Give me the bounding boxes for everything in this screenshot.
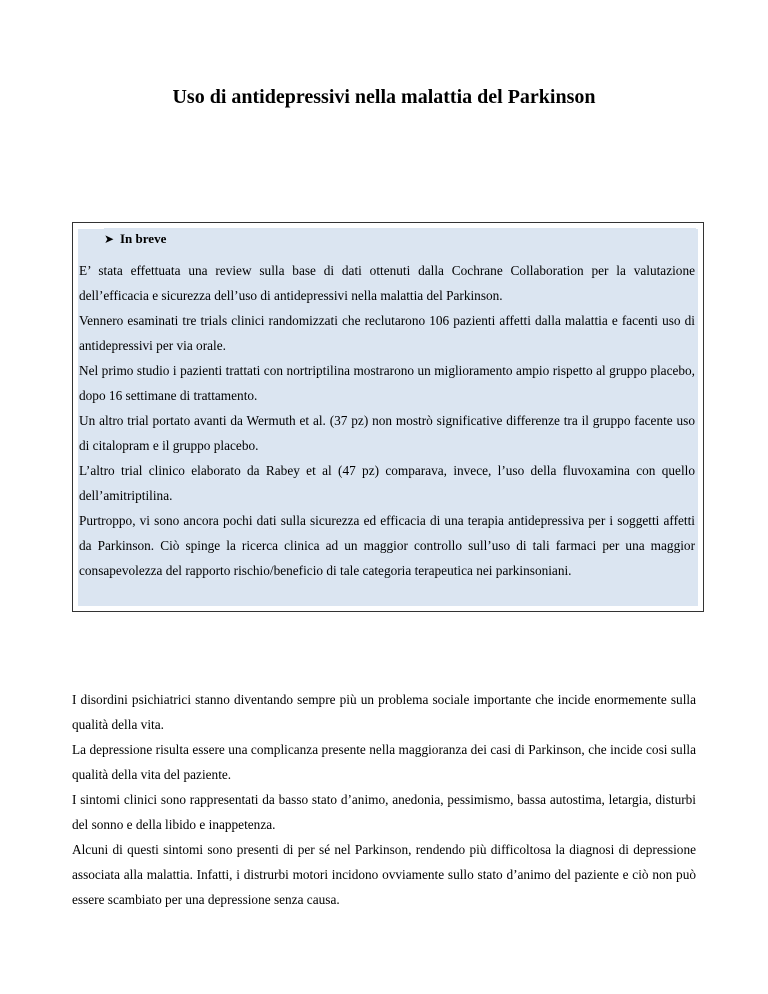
summary-paragraph: Purtroppo, vi sono ancora pochi dati sulla sicurezza ed efficacia di una terapia antidepressiva per i soggetti affetti da Parkinson. Ciò spinge la ricerca clinica ad un maggior controllo sull’uso di tali farmaci per una maggior consapevolezza del rapporto rischio/beneficio di tale categoria terapeutica nei parkinsoniani. — [79, 513, 695, 578]
summary-paragraph: L’altro trial clinico elaborato da Rabey et al (47 pz) comparava, invece, l’uso della fluvoxamina con quello dell’amitriptilina. — [79, 463, 695, 503]
body-paragraph: Alcuni di questi sintomi sono presenti di per sé nel Parkinson, rendendo più difficoltosa la diagnosi di depressione associata alla malattia. Infatti, i distrurbi motori incidono ovviamente sullo stato d’animo del paziente e ciò non può essere scambiato per una depressione senza causa. — [72, 842, 696, 907]
body-text — [72, 687, 696, 912]
summary-paragraph: Un altro trial portato avanti da Wermuth et al. (37 pz) non mostrò significative differenze tra il gruppo facente uso di citalopram e il gruppo placebo. — [79, 413, 695, 453]
summary-heading — [104, 228, 696, 254]
summary-heading-label: In breve — [120, 231, 167, 246]
summary-paragraph: Nel primo studio i pazienti trattati con nortriptilina mostrarono un miglioramento ampio rispetto al gruppo placebo, dopo 16 settimane di trattamento. — [79, 363, 695, 403]
body-paragraph: La depressione risulta essere una complicanza presente nella maggioranza dei casi di Parkinson, che incide cosi sulla qualità della vita del paziente. — [72, 742, 696, 782]
body-paragraph: I sintomi clinici sono rappresentati da basso stato d’animo, anedonia, pessimismo, bassa autostima, letargia, disturbi del sonno e della libido e inappetenza. — [72, 792, 696, 832]
body-paragraph: I disordini psichiatrici stanno diventando sempre più un problema sociale importante che incide enormemente sulla qualità della vita. — [72, 692, 696, 732]
summary-text — [79, 258, 695, 583]
arrow-bullet-icon: ➤ — [104, 232, 115, 246]
summary-paragraph: E’ stata effettuata una review sulla base di dati ottenuti dalla Cochrane Collaboration per la valutazione dell’efficacia e sicurezza dell’uso di antidepressivi nella malattia del Parkinson. — [79, 263, 695, 303]
summary-paragraph: Vennero esaminati tre trials clinici randomizzati che reclutarono 106 pazienti affetti dalla malattia e facenti uso di antidepressivi per via orale. — [79, 313, 695, 353]
page-title: Uso di antidepressivi nella malattia del Parkinson — [172, 86, 596, 108]
